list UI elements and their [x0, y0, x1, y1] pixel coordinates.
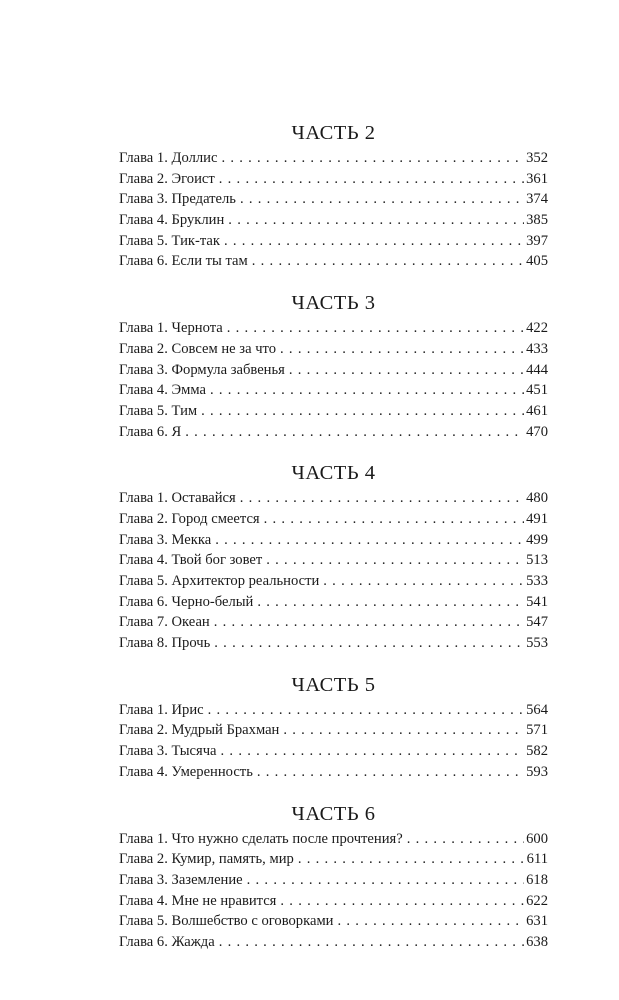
page-number: 361 — [526, 170, 548, 187]
toc-entry — [119, 509, 548, 530]
chapter-title: Глава 8. Прочь — [119, 635, 211, 652]
chapter-title: Глава 4. Эмма — [119, 382, 206, 399]
dot-leader — [221, 741, 525, 762]
toc-entry — [119, 530, 548, 551]
dot-leader — [338, 911, 525, 932]
chapter-title: Глава 1. Доллис — [119, 150, 218, 166]
page-number: 470 — [526, 423, 548, 440]
page-number: 374 — [526, 191, 548, 208]
dot-leader — [252, 251, 524, 272]
toc-entry — [119, 380, 548, 401]
chapter-title: Глава 5. Волшебство с оговорками — [119, 913, 334, 930]
chapter-title: Глава 2. Эгоист — [119, 170, 215, 187]
toc-part — [119, 289, 548, 442]
toc-entry — [119, 932, 548, 953]
toc-entry — [119, 318, 548, 339]
toc-entry — [119, 870, 548, 891]
page-number: 571 — [526, 722, 548, 739]
page-number: 491 — [526, 510, 548, 527]
page-number: 405 — [526, 253, 548, 270]
page-number: 622 — [526, 892, 548, 909]
chapter-title: Глава 6. Я — [119, 423, 182, 440]
chapter-title: Глава 1. Ирис — [119, 701, 204, 718]
page-number: 631 — [526, 913, 548, 930]
toc-entry — [119, 571, 548, 592]
page-number: 618 — [526, 871, 548, 888]
table-of-contents — [119, 119, 548, 970]
page-number: 553 — [526, 635, 548, 652]
dot-leader — [240, 488, 524, 509]
chapter-title: Глава 5. Тим — [119, 402, 198, 419]
toc-entry — [119, 401, 548, 422]
toc-entry — [119, 720, 548, 741]
page-number: 513 — [526, 552, 548, 569]
toc-part — [119, 459, 548, 654]
toc-part — [119, 119, 548, 272]
chapter-title: Глава 6. Жажда — [119, 933, 215, 950]
dot-leader — [214, 612, 524, 633]
toc-entry — [119, 210, 548, 231]
toc-entry — [119, 762, 548, 783]
page-number: 499 — [526, 531, 548, 548]
dot-leader — [214, 633, 524, 654]
toc-entry — [119, 911, 548, 932]
chapter-title: Глава 4. Умеренность — [119, 763, 253, 780]
toc-entry — [119, 891, 548, 912]
dot-leader — [224, 231, 524, 252]
page-number: 352 — [526, 150, 548, 166]
dot-leader — [185, 422, 524, 443]
chapter-title: Глава 4. Бруклин — [119, 212, 225, 229]
chapter-title: Глава 3. Предатель — [119, 191, 236, 208]
dot-leader — [407, 829, 524, 850]
part-title: ЧАСТЬ 3 — [291, 292, 376, 315]
dot-leader — [240, 189, 524, 210]
toc-entry — [119, 829, 548, 850]
dot-leader — [323, 571, 524, 592]
dot-leader — [280, 339, 524, 360]
chapter-title: Глава 7. Океан — [119, 614, 210, 631]
page-number: 582 — [526, 743, 548, 760]
dot-leader — [298, 849, 525, 870]
page-number: 444 — [526, 361, 548, 378]
chapter-title: Глава 2. Кумир, память, мир — [119, 851, 294, 868]
chapter-title: Глава 5. Архитектор реальности — [119, 573, 320, 589]
page-number: 451 — [526, 382, 548, 399]
dot-leader — [221, 148, 524, 169]
toc-entry — [119, 189, 548, 210]
dot-leader — [257, 592, 524, 613]
chapter-title: Глава 3. Мекка — [119, 531, 212, 548]
chapter-title: Глава 2. Город смеется — [119, 510, 260, 527]
page-number: 541 — [526, 593, 548, 610]
page-number: 461 — [526, 402, 548, 419]
dot-leader — [201, 401, 524, 422]
page-number: 600 — [526, 830, 548, 847]
toc-entry — [119, 612, 548, 633]
toc-entry — [119, 550, 548, 571]
toc-entry — [119, 422, 548, 443]
dot-leader — [280, 891, 524, 912]
page-number: 533 — [526, 573, 548, 589]
page-number: 422 — [526, 320, 548, 337]
chapter-title: Глава 3. Тысяча — [119, 743, 217, 760]
page-number: 480 — [526, 490, 548, 507]
dot-leader — [219, 169, 524, 190]
dot-leader — [283, 720, 524, 741]
chapter-title: Глава 3. Заземление — [119, 871, 243, 888]
toc-entry — [119, 251, 548, 272]
dot-leader — [257, 762, 524, 783]
chapter-title: Глава 1. Что нужно сделать после прочтения? — [119, 830, 403, 847]
toc-entry — [119, 169, 548, 190]
chapter-title: Глава 1. Чернота — [119, 320, 223, 337]
toc-entry — [119, 700, 548, 721]
dot-leader — [227, 318, 524, 339]
chapter-title: Глава 6. Если ты там — [119, 253, 248, 270]
part-title: ЧАСТЬ 5 — [291, 673, 376, 696]
chapter-title: Глава 4. Мне не нравится — [119, 892, 277, 909]
chapter-title: Глава 1. Оставайся — [119, 490, 236, 507]
dot-leader — [266, 550, 524, 571]
page-number: 593 — [526, 763, 548, 780]
page-number: 385 — [526, 212, 548, 229]
toc-entry — [119, 592, 548, 613]
chapter-title: Глава 2. Совсем не за что — [119, 340, 277, 357]
page-number: 547 — [526, 614, 548, 631]
toc-part — [119, 671, 548, 783]
toc-part — [119, 800, 548, 953]
dot-leader — [247, 870, 524, 891]
page-number: 397 — [526, 232, 548, 249]
dot-leader — [210, 380, 524, 401]
toc-entry — [119, 741, 548, 762]
toc-entry — [119, 633, 548, 654]
chapter-title: Глава 6. Черно-белый — [119, 593, 254, 610]
dot-leader — [219, 932, 524, 953]
page-number: 433 — [526, 340, 548, 357]
dot-leader — [228, 210, 524, 231]
dot-leader — [264, 509, 524, 530]
toc-entry — [119, 231, 548, 252]
chapter-title: Глава 2. Мудрый Брахман — [119, 722, 280, 739]
toc-entry — [119, 360, 548, 381]
chapter-title: Глава 5. Тик-так — [119, 232, 220, 249]
toc-entry — [119, 849, 548, 870]
chapter-title: Глава 3. Формула забвенья — [119, 361, 285, 378]
page-number: 564 — [526, 701, 548, 718]
dot-leader — [215, 530, 524, 551]
dot-leader — [289, 360, 524, 381]
page-number: 611 — [526, 851, 548, 868]
part-title: ЧАСТЬ 4 — [291, 462, 376, 485]
chapter-title: Глава 4. Твой бог зовет — [119, 552, 263, 569]
toc-entry — [119, 488, 548, 509]
page-number: 638 — [526, 933, 548, 950]
toc-entry — [119, 339, 548, 360]
part-title: ЧАСТЬ 2 — [291, 122, 376, 144]
part-title: ЧАСТЬ 6 — [291, 802, 376, 825]
dot-leader — [208, 700, 524, 721]
toc-entry — [119, 148, 548, 169]
